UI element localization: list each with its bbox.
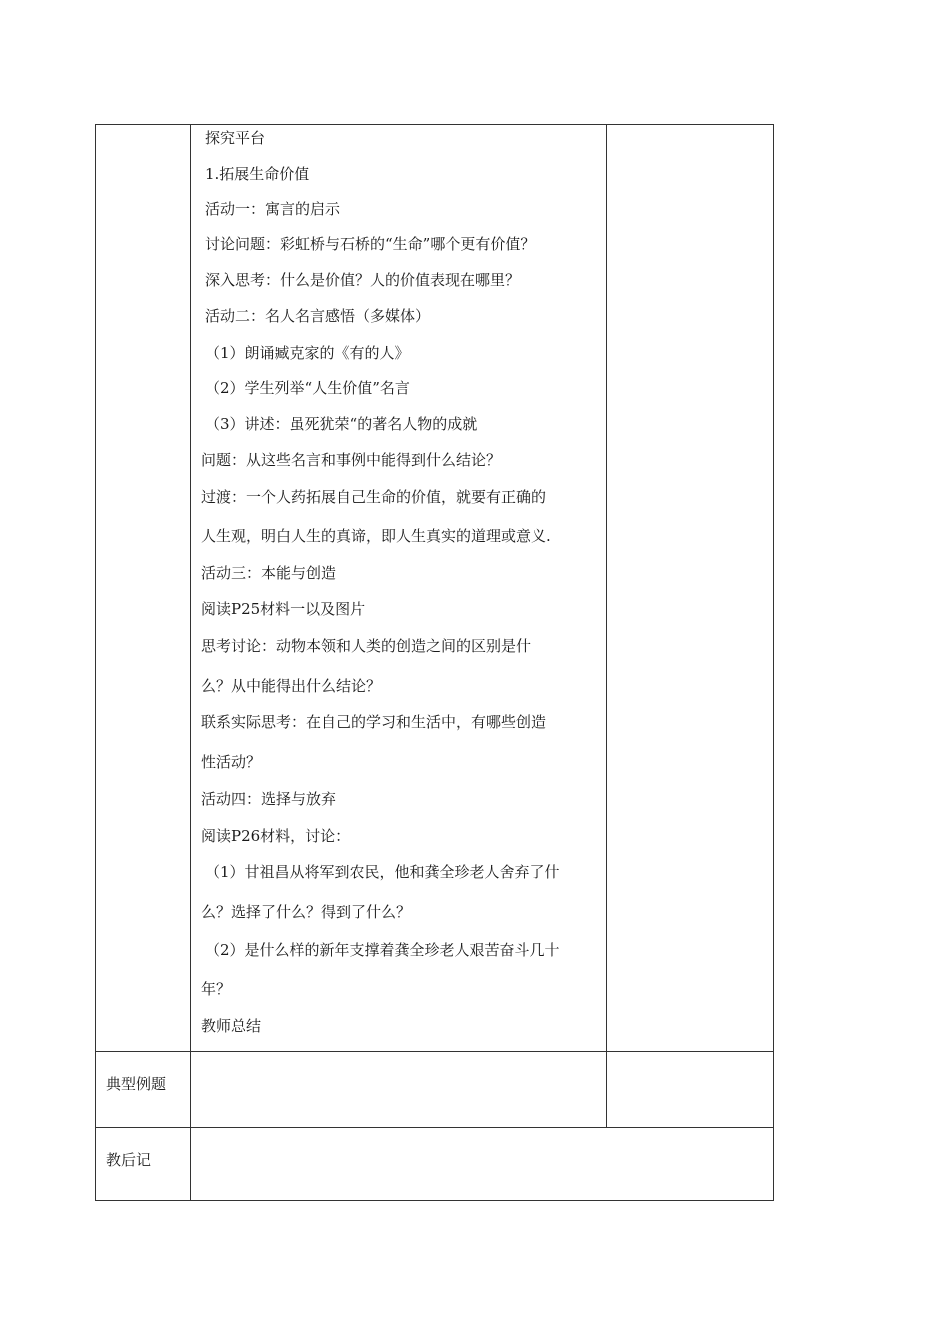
example-notes-cell: [607, 1052, 773, 1127]
notes-cell: [607, 125, 773, 1051]
content-line: （1）朗诵臧克家的《有的人》: [205, 344, 410, 362]
content-line: 过渡：一个人药拓展自己生命的价值，就要有正确的: [201, 488, 547, 506]
content-line: 活动三：本能与创造: [201, 564, 337, 582]
content-line: 么？选择了什么？得到了什么？: [201, 903, 412, 921]
content-line: 性活动？: [201, 753, 262, 771]
table-border-bottom: [95, 1200, 774, 1201]
content-line: （3）讲述：虽死犹荣“的著名人物的成就: [205, 415, 478, 433]
content-line: 活动四：选择与放弃: [201, 790, 337, 808]
content-line: （2）是什么样的新年支撑着龚全珍老人艰苦奋斗几十: [205, 941, 560, 959]
table-border-left: [95, 124, 96, 1201]
reflection-content-cell: [191, 1128, 773, 1200]
content-line: 活动一：寓言的启示: [205, 200, 341, 218]
content-line: 活动二：名人名言感悟（多媒体）: [205, 307, 431, 325]
content-line: 1.拓展生命价值: [205, 165, 310, 183]
content-line: 人生观，明白人生的真谛，即人生真实的道理或意义.: [201, 527, 551, 545]
content-line: （1）甘祖昌从将军到农民，他和龚全珍老人舍弃了什: [205, 863, 560, 881]
content-line: 问题：从这些名言和事例中能得到什么结论？: [201, 451, 502, 469]
example-row-label: 典型例题: [106, 1075, 167, 1093]
example-content-cell: [191, 1052, 606, 1127]
content-line: 阅读P25材料一以及图片: [201, 600, 366, 618]
content-line: 深入思考：什么是价值？人的价值表现在哪里？: [205, 271, 521, 289]
content-line: 么？从中能得出什么结论？: [201, 677, 382, 695]
content-line: 教师总结: [201, 1017, 262, 1035]
table-border-right: [773, 124, 774, 1201]
reflection-row-label: 教后记: [106, 1151, 152, 1169]
section-title: 探究平台: [205, 129, 266, 147]
content-line: 年？: [201, 980, 232, 998]
content-line: 阅读P26材料，讨论：: [201, 827, 351, 845]
table-column-divider-1: [190, 124, 191, 1201]
content-line: 思考讨论：动物本领和人类的创造之间的区别是什: [201, 637, 532, 655]
content-line: 讨论问题：彩虹桥与石桥的“生命”哪个更有价值？: [205, 235, 536, 253]
content-line: 联系实际思考：在自己的学习和生活中，有哪些创造: [201, 713, 547, 731]
content-line: （2）学生列举“人生价值”名言: [205, 379, 410, 397]
